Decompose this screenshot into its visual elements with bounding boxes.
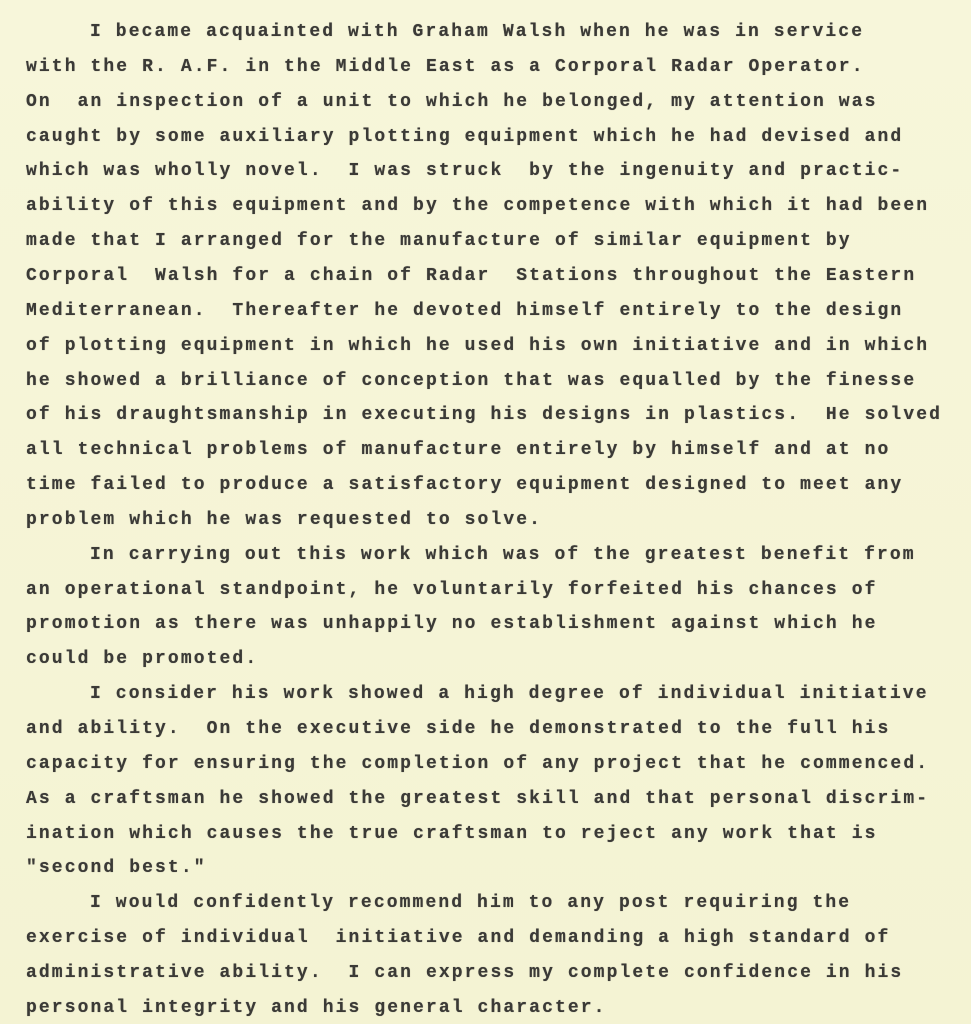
text-line: of his draughtsmanship in executing his designs in plastics. He solved (26, 405, 943, 426)
text-line: an operational standpoint, he voluntarily forfeited his chances of (26, 579, 878, 600)
text-line: problem which he was requested to solve. (26, 509, 543, 530)
text-line: I consider his work showed a high degree of individual initiative (90, 684, 929, 705)
text-line: which was wholly novel. I was struck by the ingenuity and practic- (26, 161, 904, 182)
text-line: administrative ability. I can express my complete confidence in his (26, 962, 904, 983)
text-line: "second best." (26, 858, 207, 879)
text-line: he showed a brilliance of conception that was equalled by the finesse (26, 370, 917, 391)
text-line: I would confidently recommend him to any post requiring the (90, 893, 852, 914)
text-line: caught by some auxiliary plotting equipment which he had devised and (26, 126, 904, 147)
text-line: time failed to produce a satisfactory equipment designed to meet any (26, 475, 904, 496)
text-line: made that I arranged for the manufacture of similar equipment by (26, 231, 852, 252)
text-line: promotion as there was unhappily no establishment against which he (26, 614, 878, 635)
text-line: As a craftsman he showed the greatest skill and that personal discrim- (26, 788, 930, 809)
text-line: all technical problems of manufacture entirely by himself and at no (26, 440, 891, 461)
text-line: ination which causes the true craftsman to reject any work that is (26, 823, 878, 844)
text-line: and ability. On the executive side he demonstrated to the full his (26, 719, 891, 739)
text-line: ability of this equipment and by the competence with which it had been (26, 196, 930, 217)
text-line: personal integrity and his general character. (26, 997, 607, 1018)
text-line: capacity for ensuring the completion of any project that he commenced. (26, 753, 930, 774)
text-line: In carrying out this work which was of the greatest benefit from (90, 544, 916, 565)
text-line: I became acquainted with Graham Walsh when he was in service (90, 22, 865, 42)
text-line: exercise of individual initiative and demanding a high standard of (26, 928, 891, 949)
text-line: On an inspection of a unit to which he belonged, my attention was (26, 91, 878, 112)
text-line: of plotting equipment in which he used his own initiative and in which (26, 335, 930, 356)
text-line: could be promoted. (26, 649, 259, 670)
text-line: Mediterranean. Thereafter he devoted himself entirely to the design (26, 300, 904, 321)
text-line: Corporal Walsh for a chain of Radar Stations throughout the Eastern (26, 265, 917, 286)
text-line: with the R. A.F. in the Middle East as a Corporal Radar Operator. (26, 56, 865, 77)
